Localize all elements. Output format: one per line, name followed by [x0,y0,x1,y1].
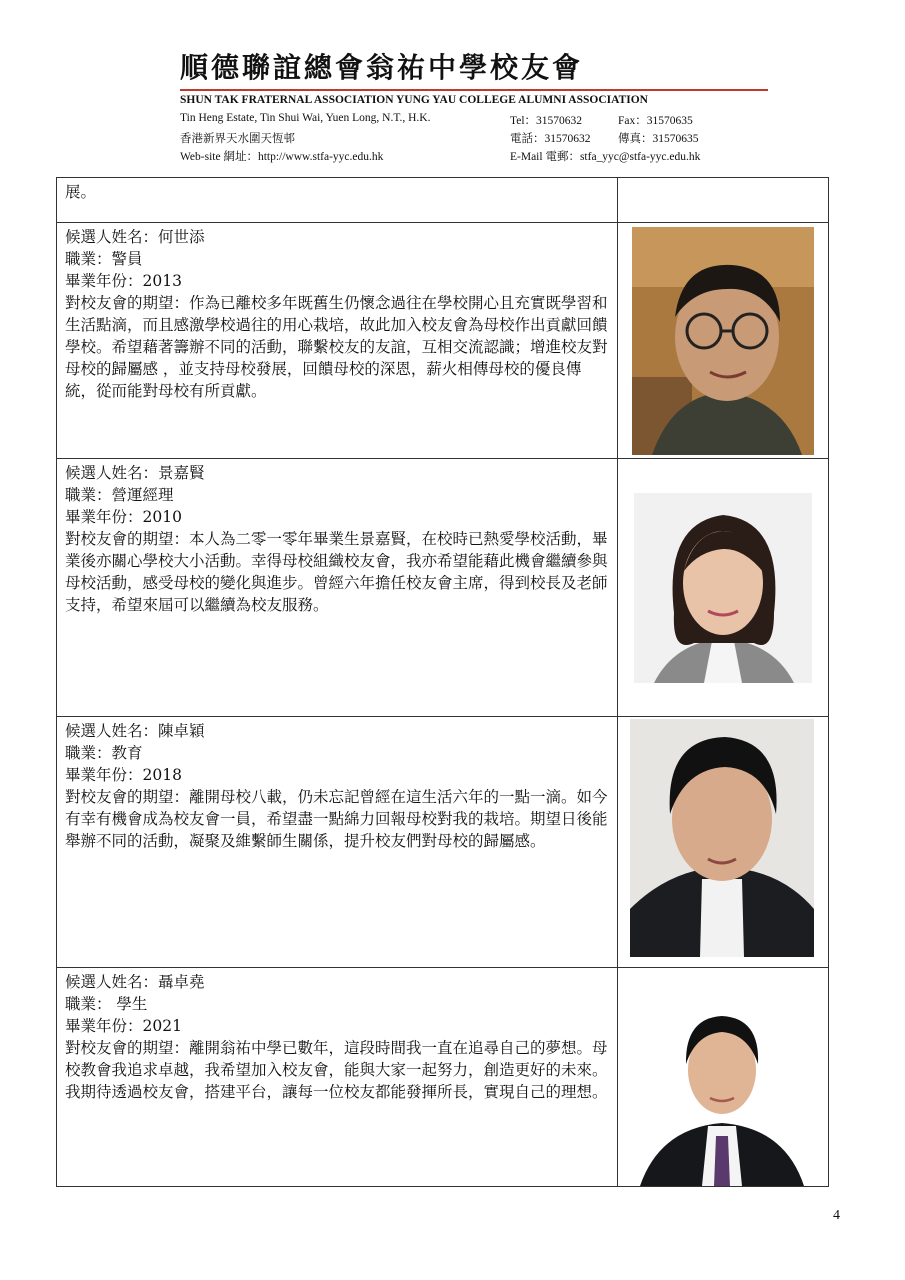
address-english: Tin Heng Estate, Tin Shui Wai, Yuen Long, N.T., H.K. [180,112,431,124]
candidate-graduation-year: 畢業年份：2021 [65,1017,182,1035]
candidate-graduation-year: 畢業年份：2013 [65,272,182,290]
association-title: 順德聯誼總會翁祐中學校友會 [180,51,584,84]
candidate-occupation: 職業：營運經理 [65,486,174,504]
candidate-text-cell [57,968,618,1187]
candidate-expectation: 對校友會的期望：作為已離校多年既舊生仍懷念過往在學校開心且充實既學習和生活點滴，而且感激學校過往的用心栽培，故此加入校友會為母校作出貢獻回饋學校。希望藉著籌辦不同的活動，聯繫校友的友誼，互相交流認識；增進校友對母校的歸屬感 ，並支持母校發展，回饋母校的深恩，薪火相傳母校的優良傳統，從而能對母校有所貢獻。 [65,294,608,400]
candidate-photo [632,227,814,455]
table-row [57,968,829,1187]
table-row [57,223,829,459]
candidate-name: 候選人姓名：陳卓穎 [65,722,205,740]
candidate-name: 候選人姓名：何世添 [65,228,205,246]
candidate-photo [634,493,812,683]
fax-chinese: 傳真：31570635 [618,133,699,145]
candidate-expectation: 對校友會的期望：離開母校八載，仍未忘記曾經在這生活六年的一點一滴。如今有幸有機會成為校友會一員，希望盡一點綿力回報母校對我的栽培。期望日後能舉辦不同的活動，凝聚及維繫師生關係，提升校友們對母校的歸屬感。 [65,788,608,850]
letterhead [180,50,780,163]
candidate-graduation-year: 畢業年份：2018 [65,766,182,784]
candidate-photo [630,998,814,1186]
candidate-occupation: 職業： 學生 [65,995,148,1013]
website-link[interactable]: Web-site 網址：http://www.stfa-yyc.edu.hk [180,151,384,163]
candidate-text-cell [57,459,618,717]
association-english-name: SHUN TAK FRATERNAL ASSOCIATION YUNG YAU COLLEGE ALUMNI ASSOCIATION [180,94,648,106]
table-row [57,178,829,223]
candidate-occupation: 職業：教育 [65,744,143,762]
continued-text: 展。 [65,183,97,201]
tel-chinese: 電話：31570632 [510,133,591,145]
email-link[interactable]: E-Mail 電郵：stfa_yyc@stfa-yyc.edu.hk [510,151,701,163]
candidate-graduation-year: 畢業年份：2010 [65,508,182,526]
candidate-photo-cell [618,717,829,968]
candidate-photo-cell [618,223,829,459]
candidate-expectation: 對校友會的期望：離開翁祐中學已數年，這段時間我一直在追尋自己的夢想。母校教會我追求卓越，我希望加入校友會，能與大家一起努力，創造更好的未來。我期待透過校友會，搭建平台，讓每一位校友都能發揮所長，實現自己的理想。 [65,1039,608,1101]
fax-english: Fax：31570635 [618,115,693,127]
page-number: 4 [833,1208,840,1223]
candidate-name: 候選人姓名：景嘉賢 [65,464,205,482]
candidate-text-cell [57,223,618,459]
candidate-photo-cell [618,968,829,1187]
candidate-text-cell [57,178,618,223]
address-chinese: 香港新界天水圍天恆邨 [180,133,295,145]
candidate-occupation: 職業：警員 [65,250,143,268]
table-row [57,717,829,968]
candidate-expectation: 對校友會的期望：本人為二零一零年畢業生景嘉賢，在校時已熱愛學校活動，畢業後亦關心學校大小活動。幸得母校組織校友會，我亦希望能藉此機會繼續參與母校活動，感受母校的變化與進步。曾經六年擔任校友會主席，得到校長及老師支持，希望來屆可以繼續為校友服務。 [65,530,608,614]
candidate-photo-cell [618,178,829,223]
candidate-photo [630,719,814,957]
candidate-photo-cell [618,459,829,717]
candidate-name: 候選人姓名：聶卓堯 [65,973,205,991]
candidates-table [56,177,829,1187]
tel-english: Tel：31570632 [510,115,583,127]
candidate-text-cell [57,717,618,968]
header-rule [180,89,768,91]
table-row [57,459,829,717]
